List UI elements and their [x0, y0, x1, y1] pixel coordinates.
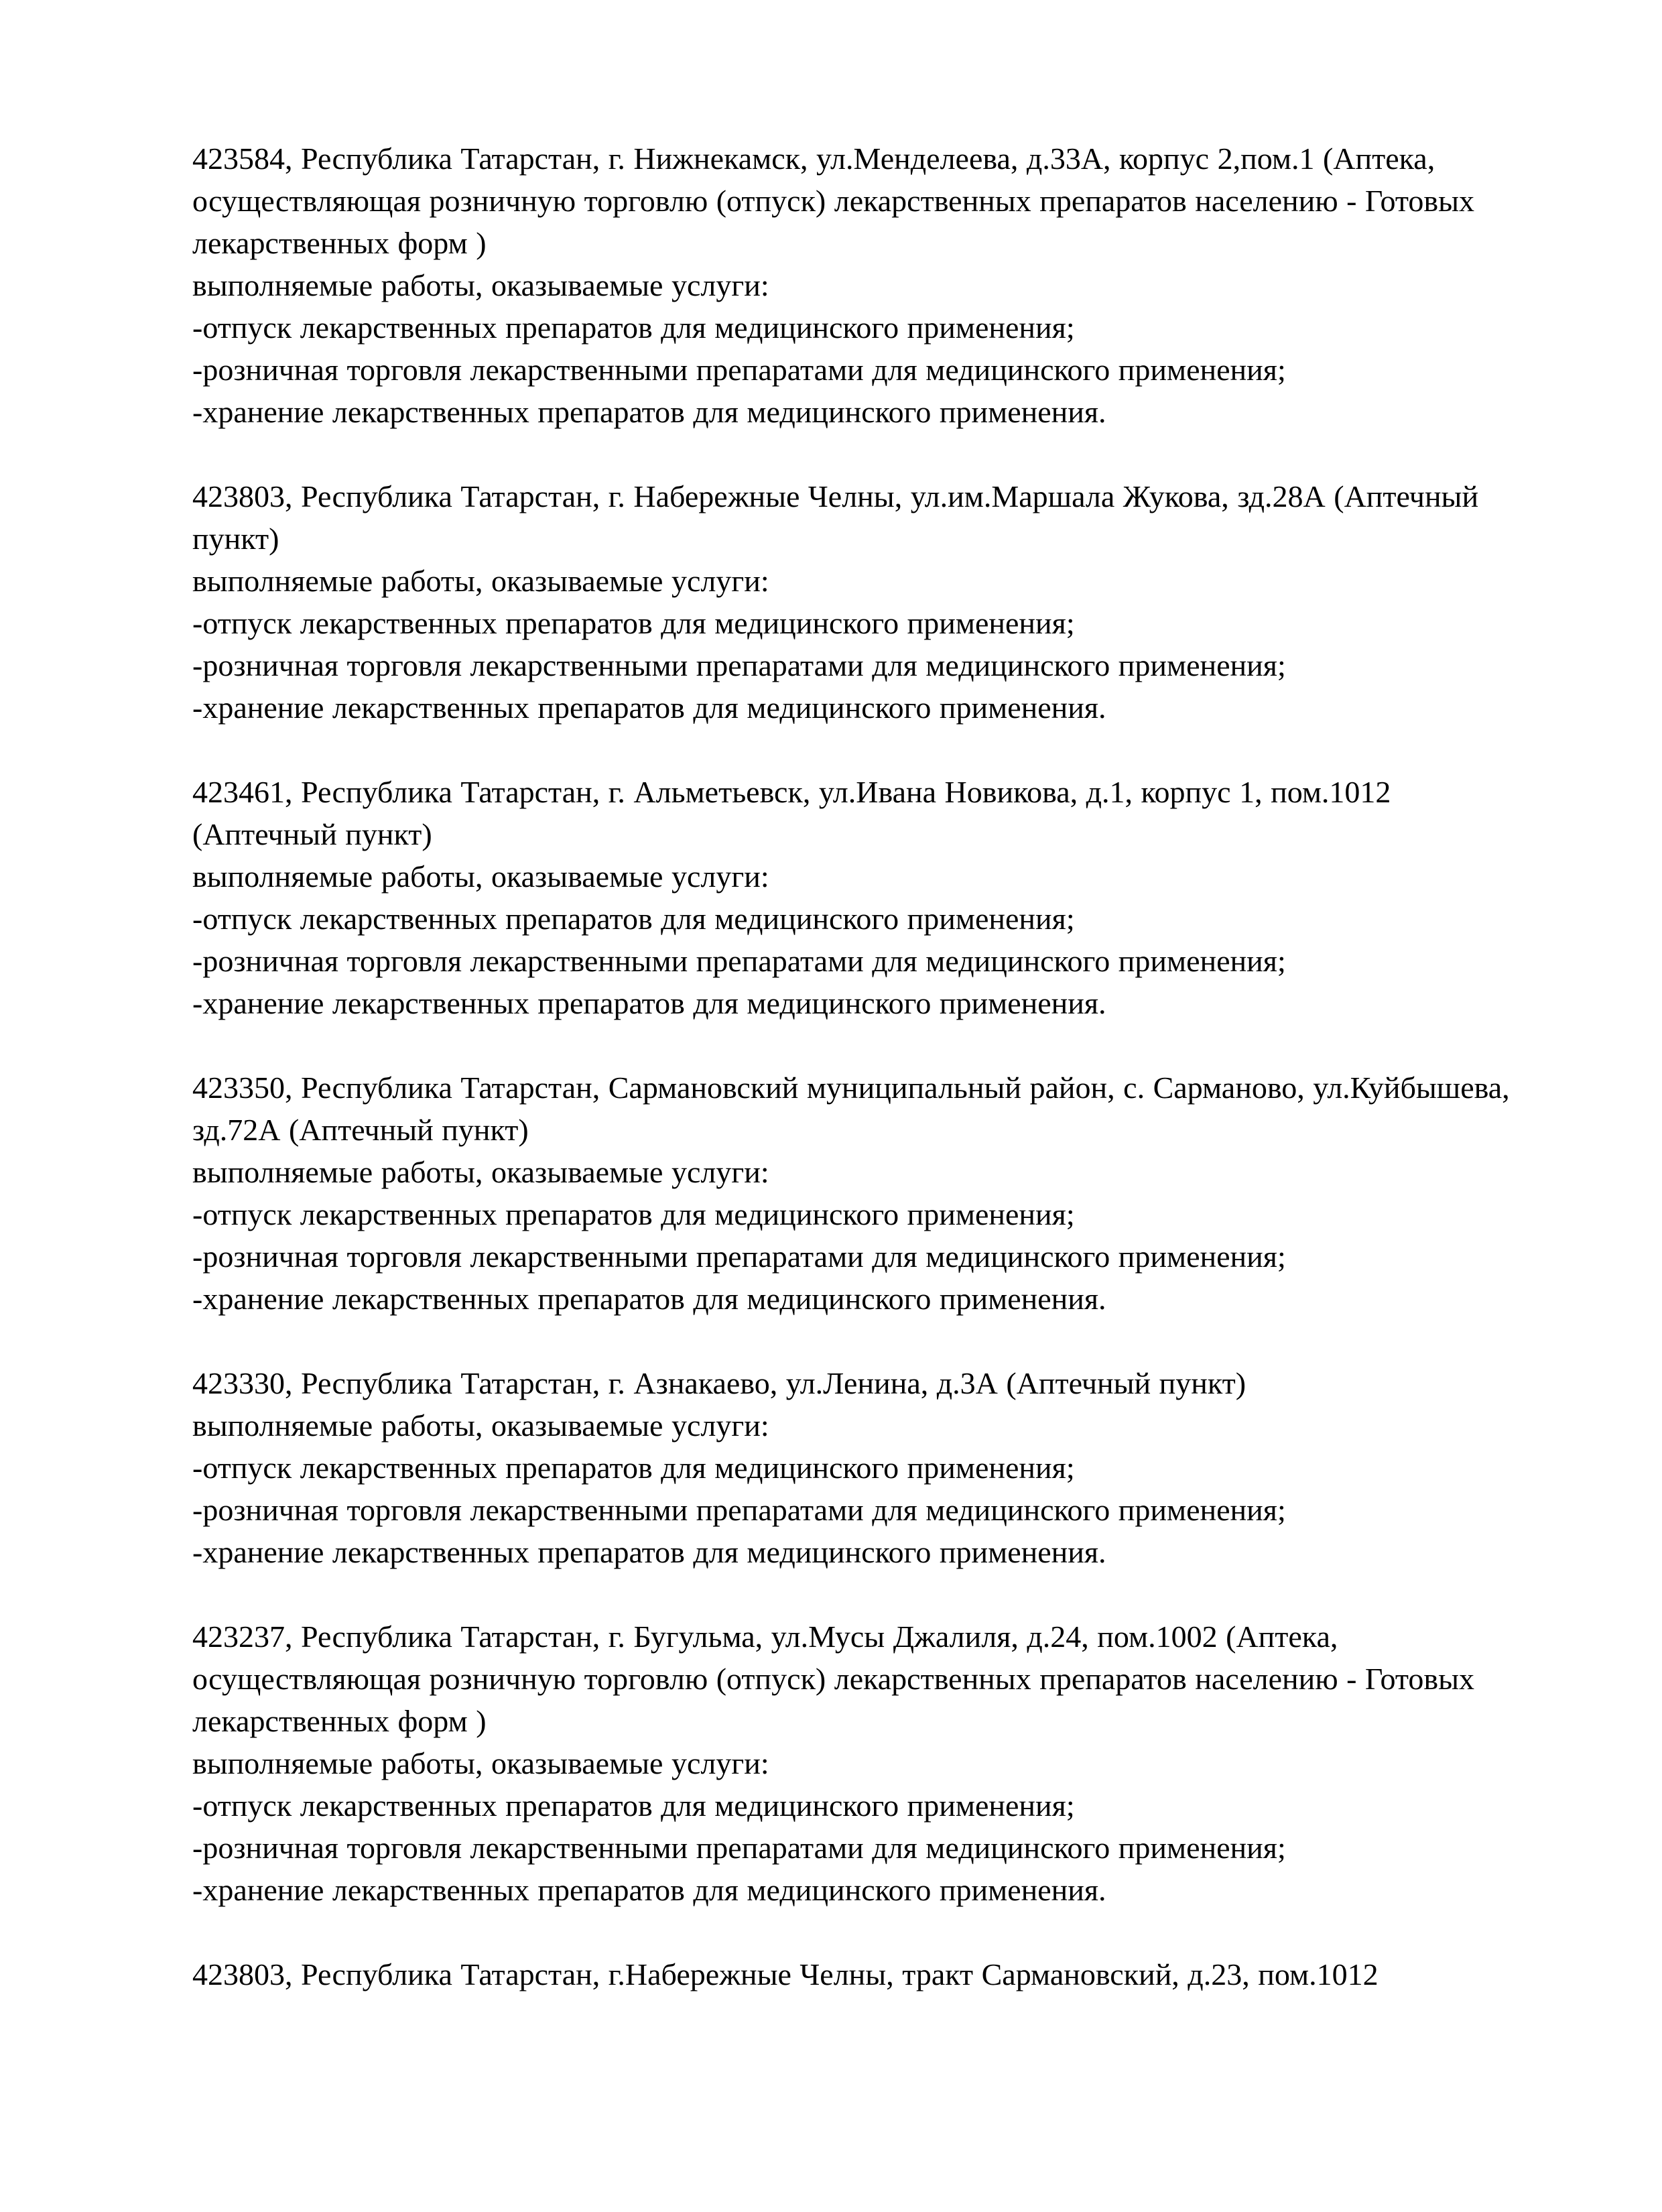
pharmacy-entry	[192, 771, 1528, 1024]
entry-services-header: выполняемые работы, оказываемые услуги:	[192, 268, 769, 302]
pharmacy-entry	[192, 1615, 1528, 1911]
entry-service-dispensing: -отпуск лекарственных препаратов для медицинского применения;	[192, 902, 1075, 936]
entry-service-retail: -розничная торговля лекарственными препаратами для медицинского применения;	[192, 1493, 1286, 1527]
pharmacy-entry	[192, 137, 1528, 433]
entry-service-dispensing: -отпуск лекарственных препаратов для медицинского применения;	[192, 1788, 1075, 1823]
entry-address: 423584, Республика Татарстан, г. Нижнекамск, ул.Менделеева, д.33А, корпус 2,пом.1 (Аптека, осуществляющая розничную торговлю (отпуск) лекарственных препаратов населению - Готовых лекарственных форм )	[192, 141, 1475, 260]
entry-service-dispensing: -отпуск лекарственных препаратов для медицинского применения;	[192, 1197, 1075, 1231]
entry-services-header: выполняемые работы, оказываемые услуги:	[192, 1746, 769, 1780]
entry-address: 423803, Республика Татарстан, г.Набережные Челны, тракт Сармановский, д.23, пом.1012	[192, 1957, 1379, 1991]
entry-service-retail: -розничная торговля лекарственными препаратами для медицинского применения;	[192, 1831, 1286, 1865]
entry-service-storage: -хранение лекарственных препаратов для медицинского применения.	[192, 690, 1106, 725]
pharmacy-entry	[192, 1362, 1528, 1573]
pharmacy-entry	[192, 1953, 1528, 1995]
entry-services-header: выполняемые работы, оказываемые услуги:	[192, 1408, 769, 1442]
entry-address: 423461, Республика Татарстан, г. Альметьевск, ул.Ивана Новикова, д.1, корпус 1, пом.1012 (Аптечный пункт)	[192, 775, 1391, 851]
entry-address: 423237, Республика Татарстан, г. Бугульма, ул.Мусы Джалиля, д.24, пом.1002 (Аптека, осуществляющая розничную торговлю (отпуск) лекарственных препаратов населению - Готовых лекарственных форм )	[192, 1619, 1475, 1738]
entry-services-header: выполняемые работы, оказываемые услуги:	[192, 859, 769, 894]
entry-address: 423330, Республика Татарстан, г. Азнакаево, ул.Ленина, д.3А (Аптечный пункт)	[192, 1366, 1246, 1400]
entry-address: 423803, Республика Татарстан, г. Набережные Челны, ул.им.Маршала Жукова, зд.28А (Аптечный пункт)	[192, 479, 1479, 556]
entry-service-storage: -хранение лекарственных препаратов для медицинского применения.	[192, 1282, 1106, 1316]
entry-service-storage: -хранение лекарственных препаратов для медицинского применения.	[192, 1535, 1106, 1569]
entry-service-storage: -хранение лекарственных препаратов для медицинского применения.	[192, 395, 1106, 429]
entry-service-retail: -розничная торговля лекарственными препаратами для медицинского применения;	[192, 648, 1286, 682]
entry-service-storage: -хранение лекарственных препаратов для медицинского применения.	[192, 986, 1106, 1020]
entry-service-storage: -хранение лекарственных препаратов для медицинского применения.	[192, 1873, 1106, 1907]
entry-services-header: выполняемые работы, оказываемые услуги:	[192, 564, 769, 598]
entry-service-dispensing: -отпуск лекарственных препаратов для медицинского применения;	[192, 606, 1075, 640]
pharmacy-entry	[192, 475, 1528, 729]
entry-service-retail: -розничная торговля лекарственными препаратами для медицинского применения;	[192, 944, 1286, 978]
entry-service-retail: -розничная торговля лекарственными препаратами для медицинского применения;	[192, 1239, 1286, 1274]
entry-service-retail: -розничная торговля лекарственными препаратами для медицинского применения;	[192, 353, 1286, 387]
entry-service-dispensing: -отпуск лекарственных препаратов для медицинского применения;	[192, 1451, 1075, 1485]
entry-address: 423350, Республика Татарстан, Сармановский муниципальный район, с. Сарманово, ул.Куйбышева, зд.72А (Аптечный пункт)	[192, 1070, 1510, 1147]
entry-services-header: выполняемые работы, оказываемые услуги:	[192, 1155, 769, 1189]
entry-service-dispensing: -отпуск лекарственных препаратов для медицинского применения;	[192, 310, 1075, 345]
pharmacy-entry	[192, 1066, 1528, 1320]
